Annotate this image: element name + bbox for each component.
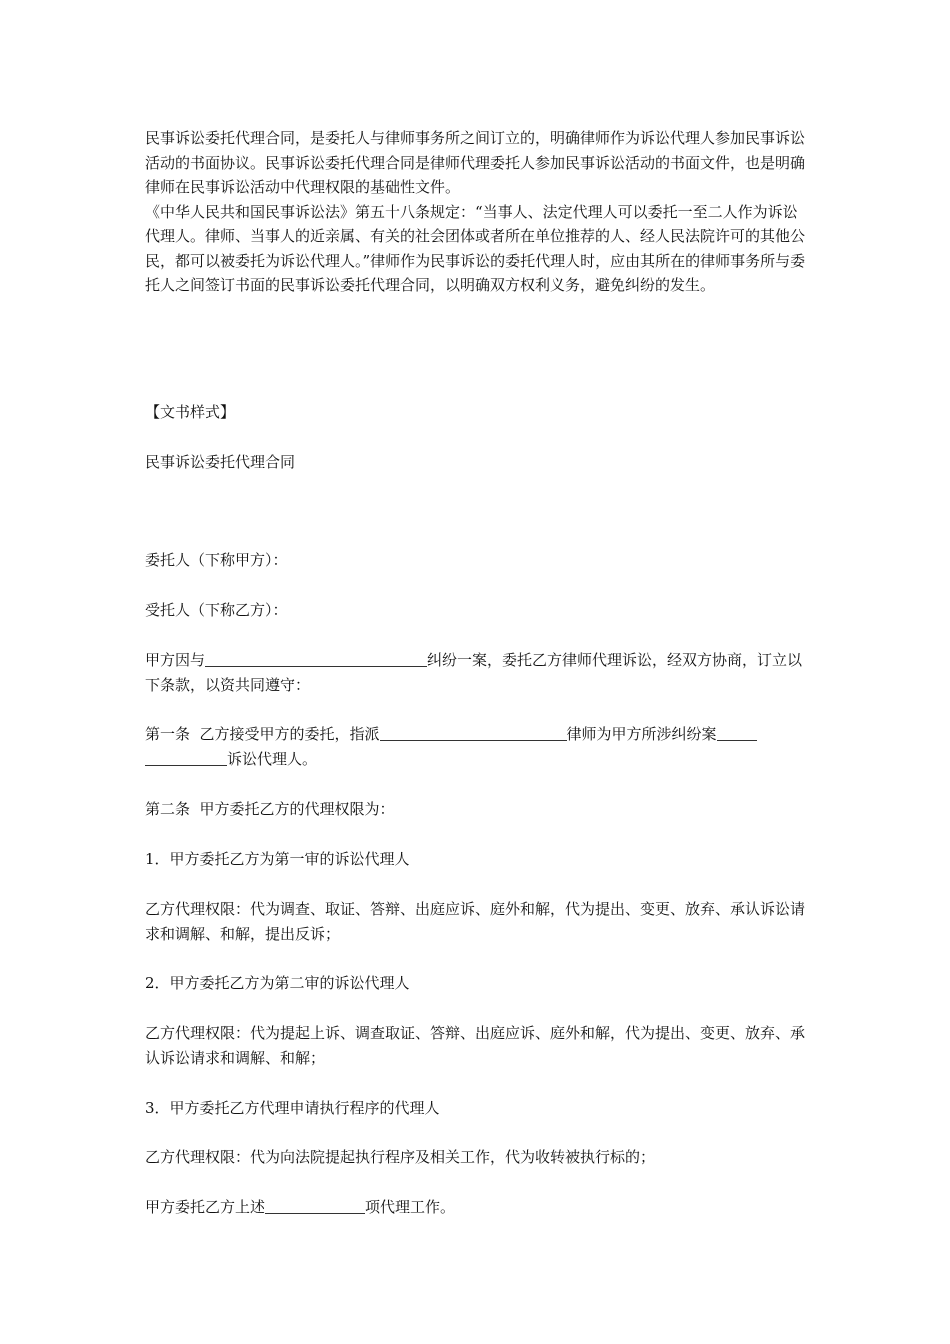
item-1-title: 1．甲方委托乙方为第一审的诉讼代理人 <box>145 850 410 868</box>
principal-line: 委托人（下称甲方）： <box>145 551 288 569</box>
case-blank-line2[interactable] <box>145 749 227 766</box>
closing-part1: 甲方委托乙方上述 <box>145 1198 266 1216</box>
intro-paragraph: 民事诉讼委托代理合同，是委托人与律师事务所之间订立的，明确律师作为诉讼代理人参加民事诉讼活动的书面协议。民事诉讼委托代理合同是律师代理委托人参加民事诉讼活动的书面文件，也是明确律师在民事诉讼活动中代理权限的基础性文件。 《中华人民共和国民事诉讼法》第五十八条规定：“当事人、法定代理人可以委托一至二人作为诉讼代理人。律师、当事人的近亲属、有关的社会团体或者所在单位推荐的人、经人民法院许可的其他公民，都可以被委托为诉讼代理人。”律师作为民事诉讼的委托代理人时，应由其所在的律师事务所与委托人之间签订书面的民事诉讼委托代理合同，以明确双方权利义务，避免纠纷的发生。 <box>145 129 806 294</box>
dispute-party-blank[interactable] <box>205 650 427 667</box>
article-1-part2: 律师为甲方所涉纠纷案 <box>566 725 717 743</box>
section-label: 【文书样式】 <box>145 403 236 421</box>
article-2: 第二条 甲方委托乙方的代理权限为： <box>145 800 395 818</box>
intro-clause-part1: 甲方因与 <box>145 651 206 669</box>
article-1-part3: 诉讼代理人。 <box>227 750 318 768</box>
agent-line: 受托人（下称乙方）： <box>145 601 288 619</box>
closing-part2: 项代理工作。 <box>365 1198 456 1216</box>
case-blank-line1[interactable] <box>717 724 757 741</box>
article-1-part1: 第一条 乙方接受甲方的委托，指派 <box>145 725 380 743</box>
intro-clause <box>145 648 810 698</box>
item-2-title: 2．甲方委托乙方为第二审的诉讼代理人 <box>145 974 410 992</box>
intro-clause-part2: 纠纷一案，委托乙方律师代理诉讼，经双方协商，订立以下条款，以资共同遵守： <box>145 651 803 694</box>
article-1 <box>145 722 810 772</box>
item-3-scope: 乙方代理权限：代为向法院提起执行程序及相关工作，代为收转被执行标的； <box>145 1148 656 1166</box>
contract-title: 民事诉讼委托代理合同 <box>145 453 296 471</box>
item-1-scope: 乙方代理权限：代为调查、取证、答辩、出庭应诉、庭外和解，代为提出、变更、放弃、承认诉讼请求和调解、和解，提出反诉； <box>145 900 806 943</box>
closing-line <box>145 1195 810 1220</box>
item-3-title: 3．甲方委托乙方代理申请执行程序的代理人 <box>145 1099 440 1117</box>
lawyer-name-blank[interactable] <box>380 724 567 741</box>
item-2-scope: 乙方代理权限：代为提起上诉、调查取证、答辩、出庭应诉、庭外和解，代为提出、变更、放弃、承认诉讼请求和调解、和解； <box>145 1024 806 1067</box>
item-count-blank[interactable] <box>265 1197 365 1214</box>
